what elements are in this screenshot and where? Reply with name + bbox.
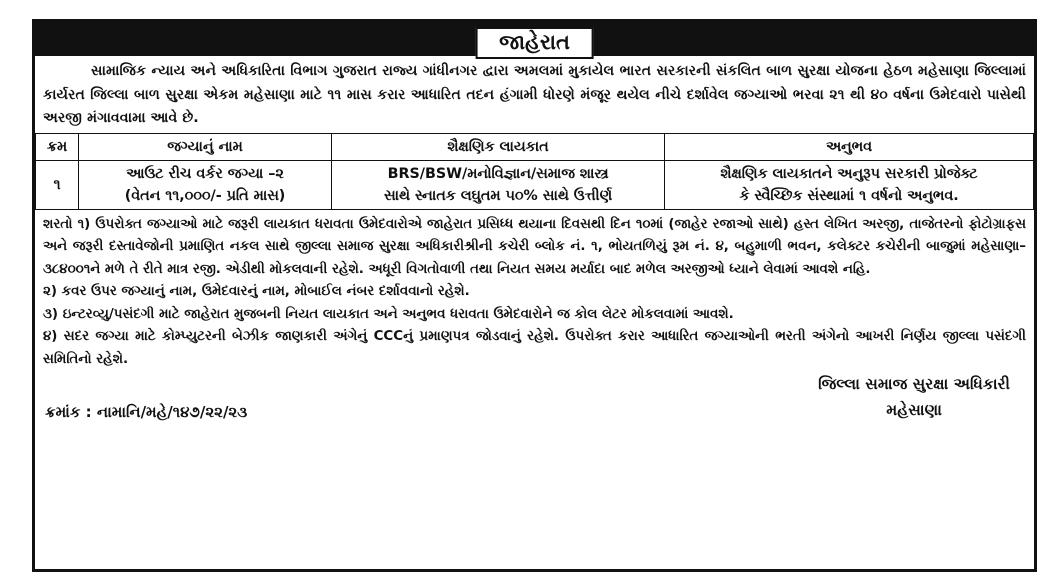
cell-post: [79, 160, 332, 209]
condition-4: ૪) સદર જગ્યા માટે કોમ્પ્યુટરની બેઝીક જાણકારી અંગેનું CCCનું પ્રમાણપત્ર જોડવાનું રહેશે. ઉપરોક્ત કરાર આધારિત જગ્યાઓની ભરતી અંગેનો આખરી નિર્ણય જીલ્લા પસંદગી સમિતિનો રહેશે.: [43, 329, 1026, 367]
cell-experience: [665, 160, 1034, 209]
footer: [35, 371, 1034, 429]
conditions-section: [35, 209, 1034, 372]
condition-3: ૩) ઇન્ટરવ્યુ/પસંદગી માટે જાહેરાત મુજબની નિયત લાયકાત અને અનુભવ ધરાવતા ઉમેદવારોને જ કોલ લેટર મોકલવામાં આવશે.: [43, 306, 734, 322]
signatory-place: મહેસાણા: [886, 401, 942, 419]
condition-1: શરતો ૧) ઉપરોક્ત જગ્યાઓ માટે જરૂરી લાયકાત ધરાવતા ઉમેદવારોએ જાહેરાત પ્રસિધ્ધ થયાના દિવસથી દિન ૧૦માં (જાહેર રજાઓ સાથે) હસ્ત લેખિત અરજી, તાજેતરનો ફોટોગ્રાફસ અને જરૂરી દસ્તાવેજોની પ્રમાણિત નકલ સાથે જીલ્લા સમાજ સુરક્ષા અધિકારીશ્રીની કચેરી બ્લોક નં. ૧, ભોયતળિયું રૂમ નં. ૪, બહુમાળી ભવન, કલેક્ટર કચેરીની બાજુમાં મહેસાણા–૩૮૪૦૦૧ને મળે તે રીતે માત્ર રજી. એડીથી મોકલવાની રહેશે. અધૂરી વિગતોવાળી તથા નિયત સમય મર્યાદા બાદ મળેલ અરજીઓ ધ્યાને લેવામાં આવશે નહિ.: [43, 216, 1026, 277]
condition-2: ૨) કવર ઉપર જગ્યાનું નામ, ઉમેદવારનું નામ, મોબાઈલ નંબર દર્શાવવાનો રહેશે.: [43, 284, 470, 299]
qualification-line-2: સાથે સ્નાતક લઘુતમ ૫૦% સાથે ઉત્તીર્ણ: [383, 187, 613, 204]
signatory-block: [818, 371, 1010, 423]
table-header-row: [36, 133, 1034, 160]
cell-qualification: [332, 160, 665, 209]
post-salary: (વેતન ૧૧,૦૦૦/- પ્રતિ માસ): [124, 187, 286, 204]
qualification-line-1: BRS/BSW/મનોવિજ્ઞાન/સમાજ શાસ્ત્ર: [387, 165, 609, 182]
reference-number: ક્રમાંક : નામાનિ/મહે/૧૪૭/૨૨/૨૩: [45, 403, 248, 421]
intro-paragraph: [35, 56, 1034, 131]
signatory-title: જિલ્લા સમાજ સુરક્ષા અધિકારી: [818, 375, 1010, 393]
experience-line-1: શૈક્ષણિક લાયકાતને અનુરૂપ સરકારી પ્રોજેક્ટ: [720, 165, 978, 182]
advertisement: [32, 19, 1037, 572]
header-qualification: શૈક્ષણિક લાયકાત: [332, 133, 665, 160]
header-experience: અનુભવ: [665, 133, 1034, 160]
table-row: [36, 160, 1034, 209]
intro-text: સામાજિક ન્યાય અને અધિકારિતા વિભાગ ગુજરાત રાજ્ય ગાંધીનગર દ્વારા અમલમાં મુકાયેલ ભારત સરકારની સંકલિત બાળ સુરક્ષા યોજના હેઠળ મહેસાણા જિલ્લામાં કાર્યરત જિલ્લા બાળ સુરક્ષા એકમ મહેસાણા માટે ૧૧ માસ કરાર આધારિત તદન હંગામી ધોરણે મંજૂર થયેલ નીચે દર્શાવેલ જગ્યાઓ ભરવા ૨૧ થી ૪૦ વર્ષના ઉમેદવારો પાસેથી અરજી મંગાવવામા આવે છે.: [43, 63, 1026, 126]
cell-sr: ૧: [36, 160, 79, 209]
header-post: જગ્યાનું નામ: [79, 133, 332, 160]
ad-title: જાહેરાત: [475, 27, 594, 59]
post-name: આઉટ રીચ વર્કર જગ્યા –૨: [126, 165, 284, 182]
posts-table: [35, 133, 1034, 210]
experience-line-2: કે સ્વૈચ્છિક સંસ્થામાં ૧ વર્ષનો અનુભવ.: [739, 187, 959, 204]
header-sr: ક્રમ: [36, 133, 79, 160]
title-bar: [35, 22, 1034, 56]
